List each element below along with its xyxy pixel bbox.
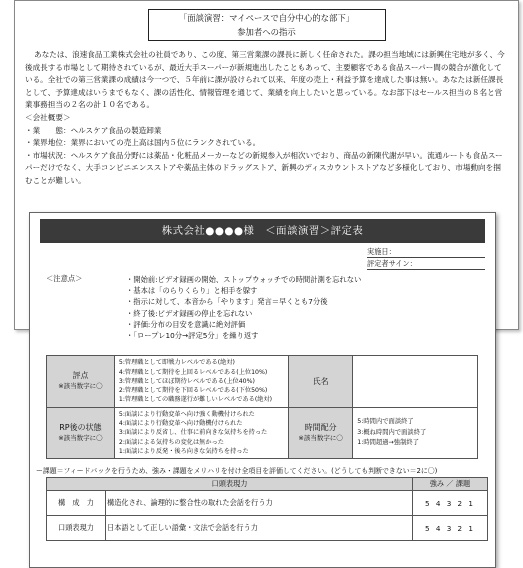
time-sub: ※該当数字に〇 bbox=[298, 433, 343, 442]
evaluation-sheet bbox=[29, 212, 496, 568]
rp-header bbox=[47, 407, 115, 458]
note-item: ・「ロープレ10分→評定5分」を繰り返す bbox=[126, 331, 259, 341]
score-level: 5:管理職として即戦力レベルである(絶対) bbox=[118, 359, 235, 367]
row-label: ・業界地位： bbox=[25, 138, 71, 148]
time-option: 1:時間超過→強制終了 bbox=[357, 439, 419, 447]
rp-level: 3:面談により反省し、仕事に前向きな気持ちを持った bbox=[118, 429, 268, 437]
note-item: ・指示に対して、本音から「やります」発言＝早くとも7分後 bbox=[126, 297, 328, 307]
time-header bbox=[289, 407, 353, 458]
note-item: ・終了後:ビデオ録画の停止を忘れない bbox=[126, 308, 253, 318]
rp-sub: ※該当数字に〇 bbox=[58, 433, 103, 442]
row-text: ヘルスケア食品の製造卸業 bbox=[70, 125, 162, 135]
feedback-instruction: ー課題＝フィードバックを行うため、強み・課題をメリハリを付け全項目を評価してください。(どうしても判断できない＝2に〇) bbox=[36, 467, 438, 476]
rp-level: 2:面談による気持ちの変化は無かった bbox=[118, 438, 224, 446]
skill-label: 構 成 力 bbox=[47, 491, 106, 516]
company-row-business bbox=[25, 125, 508, 138]
company-row-position bbox=[25, 137, 508, 150]
rp-levels[interactable] bbox=[114, 407, 288, 458]
instruction-title-box bbox=[148, 9, 386, 41]
rp-label: RP後の状態 bbox=[59, 422, 102, 432]
score-header bbox=[47, 356, 115, 407]
score-level: 1:管理職としての職務遂行が難しいレベルである(絶対) bbox=[118, 396, 273, 404]
skill-desc: 構造化され、論理的に整合性の取れた会話を行う力 bbox=[106, 491, 413, 516]
evaluation-banner: 株式会社●●●●様 ＜面談演習＞評定表 bbox=[40, 219, 485, 243]
instruction-title: 「面談演習：マイペースで自分中心的な部下」 bbox=[178, 13, 355, 23]
instruction-subtitle: 参加者への指示 bbox=[237, 27, 296, 37]
time-label: 時間配分 bbox=[304, 422, 337, 432]
table-row bbox=[47, 491, 488, 516]
skills-scale-header: 強み ／ 課題 bbox=[413, 478, 488, 491]
assessor-sign-field[interactable]: 評定者サイン： bbox=[367, 258, 485, 270]
skill-label: 口頭表現力 bbox=[47, 516, 106, 541]
skills-table bbox=[46, 477, 488, 541]
score-level: 4:管理職として期待を上回るレベルである(上位10%) bbox=[118, 368, 268, 376]
skill-scale[interactable]: 5 4 3 2 1 bbox=[413, 516, 488, 541]
date-field[interactable]: 実施日： bbox=[367, 246, 485, 258]
skills-header: 口頭表現力 bbox=[47, 478, 413, 491]
company-row-market bbox=[25, 150, 508, 188]
evaluation-table bbox=[46, 355, 478, 459]
rp-level: 5:面談により行動変革へ向け強く動機付けられた bbox=[118, 410, 255, 418]
scenario-intro: あなたは、浪速食品工業株式会社の社員であり、この度、第三営業課の課長に新しく任命された。課の担当地域には新興住宅地が多く、今後成長する市場として期待されているが、最近大手スーパーが新規進出したこともあって、主要顧客である食品スーパー間の競合が激化している。全社での第三営業課の成績は今一つで、５年前に課が設けられて以来、年度の売上・利益予算を達成した事は無い。あなたは新任課長として、予算達成はいうまでもなく、課の活性化、情報管理を通じて、業績を向上したいと思っている。なお部下はセールス担当の８名と営業事務担当の２名の計１０名である。 bbox=[25, 50, 505, 110]
notes-list bbox=[126, 274, 361, 341]
score-levels[interactable] bbox=[114, 356, 288, 407]
table-row bbox=[47, 516, 488, 541]
rp-level: 4:面談により行動変革へ向け動機付けられた bbox=[118, 420, 243, 427]
sign-fields bbox=[367, 246, 485, 270]
company-overview-heading: ＜会社概要＞ bbox=[25, 112, 71, 122]
notes-block bbox=[40, 274, 485, 341]
time-option: 3:概ね時間内で面談終了 bbox=[357, 428, 427, 436]
name-header: 氏名 bbox=[289, 356, 353, 407]
row-label: ・市場状況： bbox=[25, 150, 71, 160]
row-text: ヘルスケア食品分野には薬品・化粧品メーカーなどの新規参入が相次いでおり、商品の新陳代謝が早い。流通ルートも食品スーパーだけでなく、大手コンビニエンスストアや薬品主体のドラッグストア、新興のディスカウントストアなど多様化しており、市場動向を掴むことが難しい。 bbox=[25, 150, 503, 185]
skill-desc: 日本語として正しい語彙・文法で会話を行う力 bbox=[106, 516, 413, 541]
score-label: 評点 bbox=[72, 371, 89, 381]
score-level: 2:管理職として期待を下回るレベルである(下位50%) bbox=[118, 387, 268, 395]
score-sub: ※該当数字に〇 bbox=[58, 382, 103, 391]
time-option: 5:時間内で面談終了 bbox=[357, 418, 414, 426]
time-options[interactable] bbox=[353, 407, 478, 458]
row-label: ・業 態： bbox=[25, 125, 71, 135]
score-level: 3:管理職としてほぼ期待レベルである(上位40%) bbox=[118, 377, 255, 385]
row-text: 業界においての売上高は国内５位にランクされている。 bbox=[70, 138, 261, 148]
note-item: ・評価:分布の目安を意識に絶対評価 bbox=[126, 319, 246, 329]
skill-scale[interactable]: 5 4 3 2 1 bbox=[413, 491, 488, 516]
rp-level: 1:面談により反発・後ろ向きな気持ちを持った bbox=[118, 447, 249, 455]
note-item: ・基本は「のらりくらり」と相手を躱す bbox=[126, 286, 258, 296]
notes-label: ＜注意点＞ bbox=[46, 274, 83, 283]
note-item: ・開始前:ビデオ録画の開始、ストップウォッチでの時間計測を忘れない bbox=[126, 275, 362, 284]
name-field[interactable] bbox=[353, 356, 478, 407]
